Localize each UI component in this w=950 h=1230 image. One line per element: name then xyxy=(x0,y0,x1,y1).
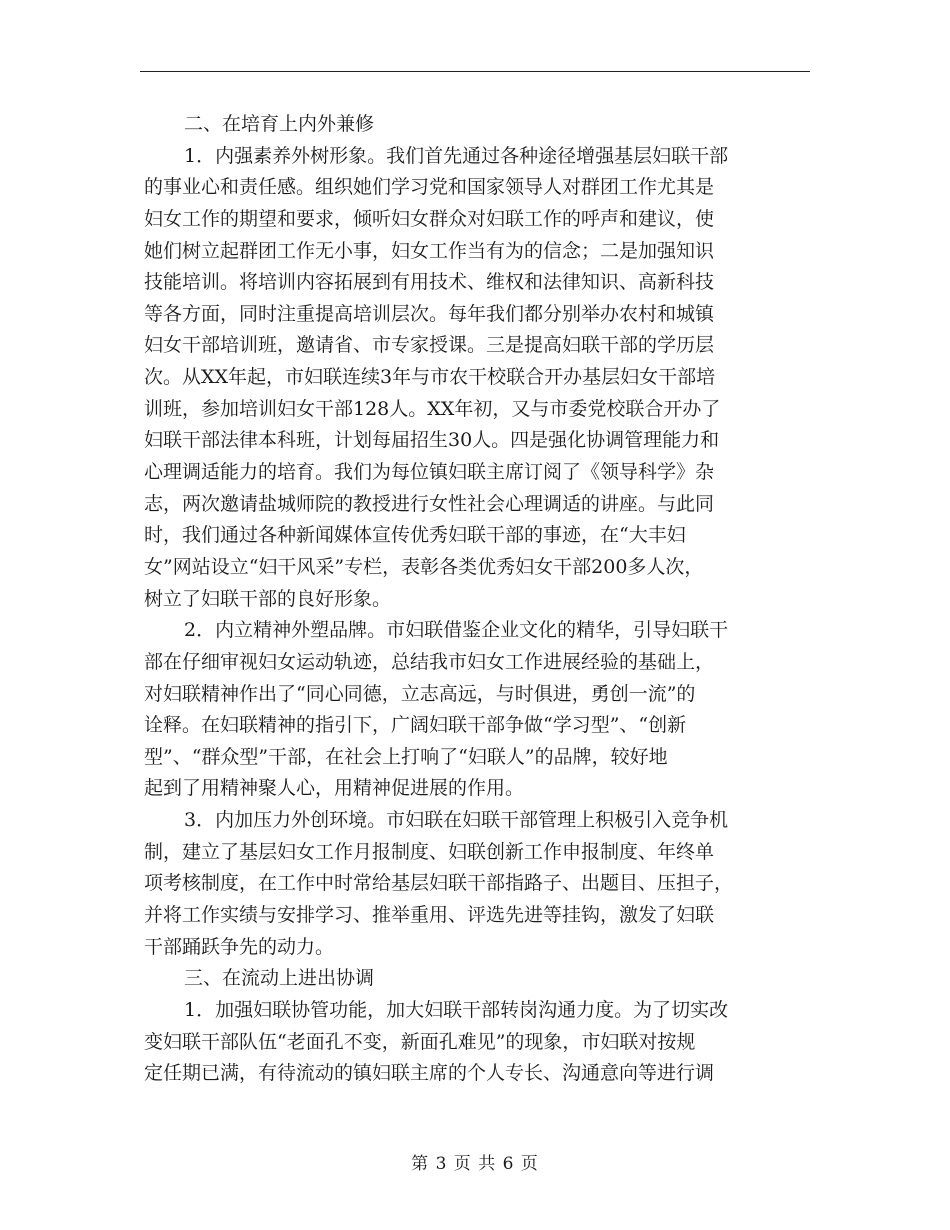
paragraph-line: 部在仔细审视妇女运动轨迹，总结我市妇女工作进展经验的基础上， xyxy=(144,650,715,673)
paragraph-line: 制，建立了基层妇女工作月报制度、妇联创新工作申报制度、年终单 xyxy=(144,840,715,863)
paragraph-line: 项考核制度，在工作中时常给基层妇联干部指路子、出题目、压担子， xyxy=(144,872,734,895)
paragraph-line: 她们树立起群团工作无小事，妇女工作当有为的信念；二是加强知识 xyxy=(144,239,715,262)
paragraph-line: 次。从XX年起，市妇联连续3年与市农干校联合开办基层妇女干部培 xyxy=(144,366,716,389)
paragraph-line: 妇联干部法律本科班，计划每届招生30人。四是强化协调管理能力和 xyxy=(144,429,720,452)
page-number-footer: 第 3 页 共 6 页 xyxy=(411,1154,539,1174)
paragraph-line: 妇女工作的期望和要求，倾听妇女群众对妇联工作的呼声和建议，使 xyxy=(144,207,715,230)
paragraph-line: 1．内强素养外树形象。我们首先通过各种途径增强基层妇联干部 xyxy=(184,144,729,167)
paragraph-line: 起到了用精神聚人心，用精神促进展的作用。 xyxy=(144,777,525,800)
paragraph-line: 诠释。在妇联精神的指引下，广阔妇联干部争做“学习型”、“创新 xyxy=(144,714,687,737)
paragraph-line: 并将工作实绩与安排学习、推举重用、评选先进等挂钩，激发了妇联 xyxy=(144,904,715,927)
paragraph-line: 2．内立精神外塑品牌。市妇联借鉴企业文化的精华，引导妇联干 xyxy=(184,619,729,642)
section-heading: 三、在流动上进出协调 xyxy=(184,967,375,990)
paragraph-line: 女”网站设立“妇干风采”专栏，表彰各类优秀妇女干部200多人次， xyxy=(144,555,704,578)
paragraph-line: 训班，参加培训妇女干部128人。XX年初，又与市委党校联合开办了 xyxy=(144,397,721,420)
paragraph-line: 树立了妇联干部的良好形象。 xyxy=(144,587,392,610)
paragraph-line: 等各方面，同时注重提高培训层次。每年我们都分别举办农村和城镇 xyxy=(144,302,715,325)
paragraph-line: 志，两次邀请盐城师院的教授进行女性社会心理调适的讲座。与此同 xyxy=(144,492,715,515)
header-rule xyxy=(140,71,810,72)
paragraph-line: 的事业心和责任感。组织她们学习党和国家领导人对群团工作尤其是 xyxy=(144,176,715,199)
paragraph-line: 技能培训。将培训内容拓展到有用技术、维权和法律知识、高新科技 xyxy=(144,271,715,294)
paragraph-line: 3．内加压力外创环境。市妇联在妇联干部管理上积极引入竞争机 xyxy=(184,809,729,832)
paragraph-line: 时，我们通过各种新闻媒体宣传优秀妇联干部的事迹，在“大丰妇 xyxy=(144,524,686,547)
paragraph-line: 对妇联精神作出了“同心同德，立志高远，与时俱进，勇创一流”的 xyxy=(144,682,696,705)
paragraph-line: 型”、“群众型”干部，在社会上打响了“妇联人”的品牌，较好地 xyxy=(144,745,668,768)
paragraph-line: 1．加强妇联协管功能，加大妇联干部转岗沟通力度。为了切实改 xyxy=(184,998,729,1021)
paragraph-line: 妇女干部培训班，邀请省、市专家授课。三是提高妇联干部的学历层 xyxy=(144,334,715,357)
paragraph-line: 心理调适能力的培育。我们为每位镇妇联主席订阅了《领导科学》杂 xyxy=(144,461,715,484)
paragraph-line: 变妇联干部队伍“老面孔不变，新面孔难见”的现象，市妇联对按规 xyxy=(144,1030,696,1053)
paragraph-line: 定任期已满，有待流动的镇妇联主席的个人专长、沟通意向等进行调 xyxy=(144,1062,715,1085)
paragraph-line: 干部踊跃争先的动力。 xyxy=(144,935,335,958)
body-text xyxy=(144,109,806,1090)
section-heading: 二、在培育上内外兼修 xyxy=(184,113,375,135)
